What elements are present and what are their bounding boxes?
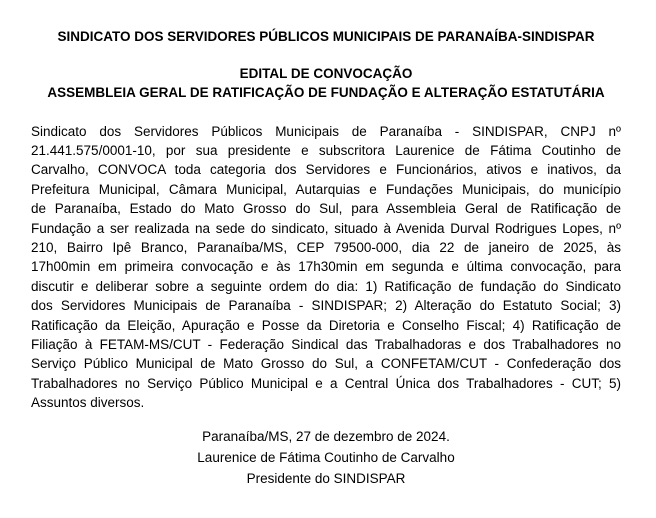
- signatory-name: Laurenice de Fátima Coutinho de Carvalho: [197, 449, 455, 465]
- signatory-title: Presidente do SINDISPAR: [246, 470, 406, 486]
- body-line: dos Servidores Municipais de Paranaíba - SINDISPAR; 2) Alteração do Estatuto Social; 3): [31, 298, 621, 314]
- body-line: Serviço Público Municipal de Mato Grosso do Sul, a CONFETAM/CUT - Confederação dos: [31, 356, 621, 372]
- body-line: Ratificação da Eleição, Apuração e Posse da Diretoria e Conselho Fiscal; 4) Ratificação de: [31, 317, 621, 333]
- body-line: Prefeitura Municipal, Câmara Municipal, Autarquias e Fundações Municipais, do município: [31, 181, 621, 197]
- date-line: Paranaíba/MS, 27 de dezembro de 2024.: [202, 428, 450, 444]
- body-line: Fundação a ser realizada na sede do sindicato, situado à Avenida Durval Rodrigues Lopes, nº: [31, 220, 621, 236]
- assembleia-heading: ASSEMBLEIA GERAL DE RATIFICAÇÃO DE FUNDAÇÃO E ALTERAÇÃO ESTATUTÁRIA: [47, 85, 605, 100]
- body-line: de Paranaíba, Estado do Mato Grosso do Sul, para Assembleia Geral de Ratificação de: [31, 201, 621, 217]
- edital-heading: EDITAL DE CONVOCAÇÃO: [239, 65, 413, 81]
- body-paragraph: [31, 122, 621, 413]
- body-line: Sindicato dos Servidores Públicos Municipais de Paranaíba - SINDISPAR, CNPJ nº: [31, 123, 621, 139]
- body-line: 210, Bairro Ipê Branco, Paranaíba/MS, CEP 79500-000, dia 22 de janeiro de 2025, às: [31, 239, 621, 255]
- document-title: SINDICATO DOS SERVIDORES PÚBLICOS MUNICIPAIS DE PARANAÍBA-SINDISPAR: [57, 29, 595, 44]
- body-line: Trabalhadores no Serviço Público Municipal e a Central Única dos Trabalhadores - CUT; 5): [31, 375, 621, 391]
- document-header: [31, 27, 621, 103]
- body-line: Assuntos diversos.: [31, 395, 145, 411]
- document-closing: [31, 426, 621, 489]
- body-line: Filiação à FETAM-MS/CUT - Federação Sindical das Trabalhadoras e dos Trabalhadores no: [31, 336, 621, 352]
- body-line: 17h00min em primeira convocação e às 17h30min em segunda e última convocação, para: [31, 259, 621, 275]
- body-line: 21.441.575/0001-10, por sua presidente e subscritora Laurenice de Fátima Coutinho de: [31, 142, 621, 158]
- body-line: discutir e deliberar sobre a seguinte ordem do dia: 1) Ratificação de fundação do Sindicato: [31, 278, 621, 294]
- body-line: Carvalho, CONVOCA toda categoria dos Servidores e Funcionários, ativos e inativos, da: [31, 162, 621, 178]
